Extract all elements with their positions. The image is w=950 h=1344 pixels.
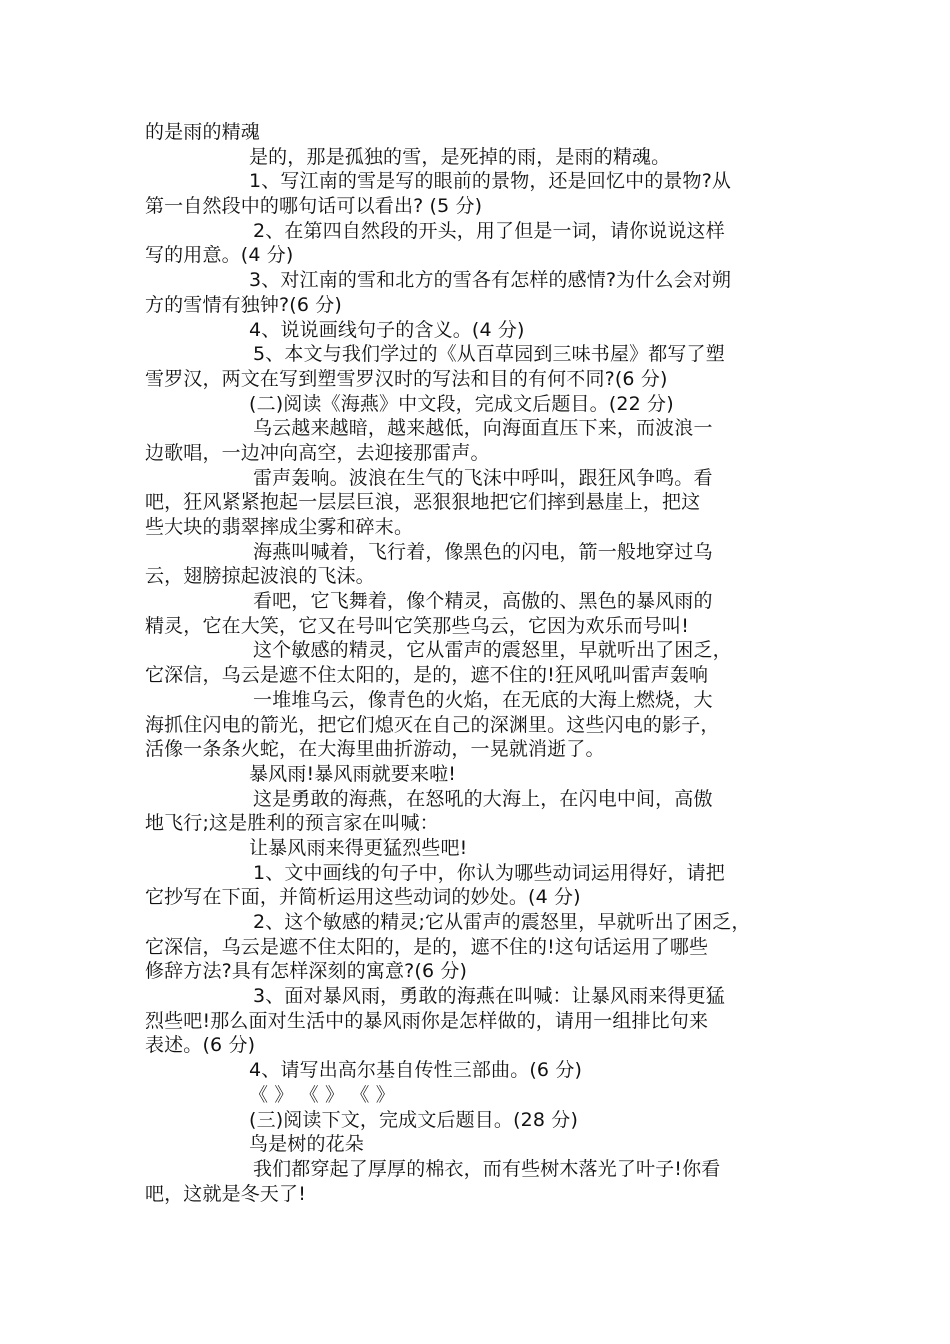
text-line: 一堆堆乌云，像青色的火焰，在无底的大海上燃烧，大 (253, 688, 713, 711)
text-line: 表述。(6 分) (145, 1034, 256, 1057)
text-line: 方的雪情有独钟?(6 分) (145, 293, 342, 316)
text-line: 写的用意。(4 分) (145, 244, 294, 267)
text-line: 让暴风雨来得更猛烈些吧! (249, 836, 468, 859)
text-line: 鸟是树的花朵 (249, 1133, 364, 1156)
text-line: 云，翅膀掠起波浪的飞沫。 (145, 565, 375, 588)
text-line: 《 》 《 》 《 》 (249, 1083, 395, 1106)
text-line: 2、这个敏感的精灵;它从雷声的震怒里，早就听出了困乏， (253, 911, 751, 933)
text-line: 3、对江南的雪和北方的雪各有怎样的感情?为什么会对朔 (249, 269, 732, 292)
text-line: 些大块的翡翠摔成尘雾和碎末。 (145, 516, 414, 538)
text-line: 吧，狂风紧紧抱起一层层巨浪，恶狠狠地把它们摔到悬崖上，把这 (145, 491, 701, 514)
text-line: 它抄写在下面，并简析运用这些动词的妙处。(4 分) (145, 886, 581, 909)
text-line: 5、本文与我们学过的《从百草园到三味书屋》都写了塑 (253, 343, 725, 366)
text-line: 精灵，它在大笑，它又在号叫它笑那些乌云，它因为欢乐而号叫! (145, 614, 689, 637)
text-line: 暴风雨!暴风雨就要来啦! (249, 762, 457, 785)
text-line: 烈些吧!那么面对生活中的暴风雨你是怎样做的，请用一组排比句来 (145, 1009, 709, 1032)
text-line: 它深信，乌云是遮不住太阳的，是的，遮不住的!这句话运用了哪些 (145, 935, 709, 958)
text-line: 雷声轰响。波浪在生气的飞沫中呼叫，跟狂风争鸣。看 (253, 466, 713, 489)
text-line: 1、文中画线的句子中，你认为哪些动词运用得好，请把 (253, 861, 725, 884)
text-line: 第一自然段中的哪句话可以看出? (5 分) (145, 195, 483, 218)
text-line: 边歌唱，一边冲向高空，去迎接那雷声。 (145, 441, 490, 464)
text-line: 3、面对暴风雨，勇敢的海燕在叫喊：让暴风雨来得更猛 (253, 985, 725, 1008)
text-line: 海燕叫喊着，飞行着，像黑色的闪电，箭一般地穿过乌 (253, 540, 713, 563)
text-line: (二)阅读《海燕》中文段，完成文后题目。(22 分) (249, 392, 674, 415)
text-line: 2、在第四自然段的开头，用了但是一词，请你说说这样 (253, 219, 725, 242)
text-line: 这个敏感的精灵，它从雷声的震怒里，早就听出了困乏， (253, 639, 732, 662)
text-line: 4、请写出高尔基自传性三部曲。(6 分) (249, 1059, 583, 1082)
text-line: 吧，这就是冬天了! (145, 1182, 306, 1205)
text-line: 雪罗汉，两文在写到塑雪罗汉时的写法和目的有何不同?(6 分) (145, 367, 668, 390)
text-line: 乌云越来越暗，越来越低，向海面直压下来，而波浪一 (253, 417, 713, 440)
text-line: 活像一条条火蛇，在大海里曲折游动，一晃就消逝了。 (145, 738, 605, 761)
text-line: 是的，那是孤独的雪，是死掉的雨，是雨的精魂。 (249, 145, 671, 168)
text-line: 看吧，它飞舞着，像个精灵，高傲的、黑色的暴风雨的 (253, 590, 713, 613)
text-line: 地飞行;这是胜利的预言家在叫喊： (145, 812, 439, 835)
text-line: 它深信，乌云是遮不住太阳的，是的，遮不住的!狂风吼叫雷声轰响 (145, 664, 709, 687)
document-body (145, 120, 810, 1206)
text-line: 修辞方法?具有怎样深刻的寓意?(6 分) (145, 960, 468, 983)
text-line: 4、说说画线句子的含义。(4 分) (249, 318, 525, 341)
text-line: 的是雨的精魂 (145, 121, 260, 143)
text-line: 1、写江南的雪是写的眼前的景物，还是回忆中的景物?从 (249, 170, 732, 193)
text-line: 这是勇敢的海燕，在怒吼的大海上，在闪电中间，高傲 (253, 787, 713, 810)
text-line: (三)阅读下文，完成文后题目。(28 分) (249, 1108, 579, 1131)
text-line: 我们都穿起了厚厚的棉衣，而有些树木落光了叶子!你看 (253, 1157, 721, 1180)
text-line: 海抓住闪电的箭光，把它们熄灭在自己的深渊里。这些闪电的影子， (145, 713, 720, 736)
